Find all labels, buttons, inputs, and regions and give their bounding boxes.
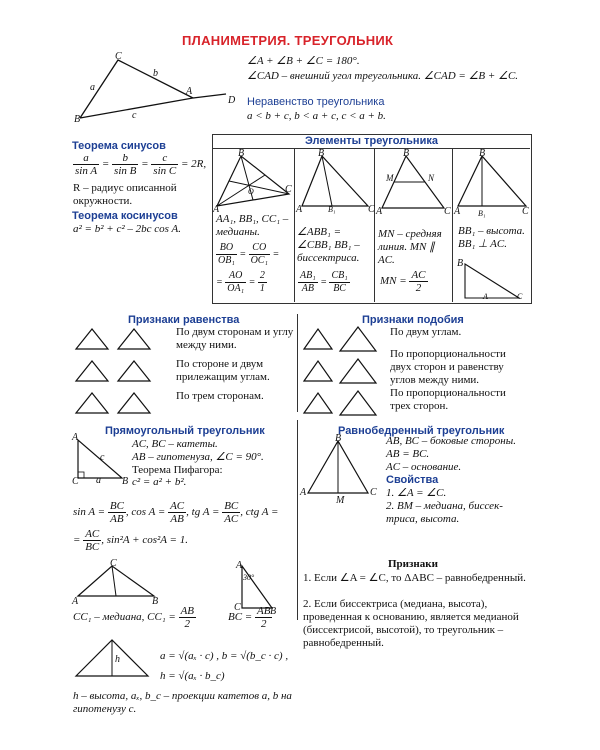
midline-formula: MN = $\frac{AC}{2}$ xyxy=(380,269,426,294)
svg-text:B: B xyxy=(318,148,325,159)
fig-label-B: B xyxy=(74,114,81,125)
inequality: a < b + c, b < a + c, c < a + b. xyxy=(247,110,386,122)
sines-heading: Теорема синусов xyxy=(72,140,166,152)
fig-label-b: b xyxy=(153,68,158,79)
fig-label-D: D xyxy=(228,95,236,106)
equality-crit2: По стороне и двум прилежащим углам. xyxy=(176,358,270,383)
bisector-text: ∠ABB₁ = ∠CBB₁ BB₁ – биссектриса. xyxy=(297,226,360,264)
svg-text:A: A xyxy=(454,206,461,217)
svg-text:M: M xyxy=(336,495,345,506)
svg-text:B: B xyxy=(403,148,410,159)
svg-text:O: O xyxy=(248,187,254,196)
svg-text:C: C xyxy=(370,487,377,498)
svg-text:A: A xyxy=(72,432,79,443)
isosceles-l1: AB, BC – боковые стороны. xyxy=(386,435,516,447)
svg-text:A: A xyxy=(300,487,307,498)
isosceles-figure xyxy=(300,435,380,507)
midline-text: MN – средняя линия. MN ∥ AC. xyxy=(378,228,442,266)
svg-text:A: A xyxy=(296,204,303,215)
equality-heading: Признаки равенства xyxy=(128,314,240,326)
fig-label-a: a xyxy=(90,82,95,93)
right-l1: AC, BC – катеты. xyxy=(132,438,218,450)
sines-note: R – радиус описанной окружности. xyxy=(73,182,177,207)
svg-text:B: B xyxy=(270,606,277,617)
svg-text:A: A xyxy=(72,596,79,607)
svg-text:A: A xyxy=(236,560,243,571)
cos-num: AC xyxy=(170,500,185,512)
page-title: ПЛАНИМЕТРИЯ. ТРЕУГОЛЬНИК xyxy=(182,33,394,48)
svg-text:B₁: B₁ xyxy=(478,209,486,218)
angle-sum: ∠A + ∠B + ∠C = 180°. xyxy=(247,55,360,67)
svg-text:C: C xyxy=(285,184,292,195)
isosceles-l2: AB = BC. xyxy=(386,448,430,460)
svg-text:C: C xyxy=(522,206,529,217)
isosceles-s2: 2. Если биссектриса (медиана, высота), проведенная к основанию, является медианой (биссектрисой, высотой), то треугольник – равнобедренный. xyxy=(303,598,519,649)
projection-figure xyxy=(72,636,152,684)
angle-30-label: 30° xyxy=(243,573,255,582)
height-text: BB₁ – высота. BB₁ ⊥ AC. xyxy=(458,225,525,250)
svg-text:C: C xyxy=(110,558,117,569)
svg-text:A: A xyxy=(376,206,383,217)
cosines-heading: Теорема косинусов xyxy=(72,210,178,222)
bisector-ratio: $\frac{\text{AB₁}}{AB}$ = $\frac{\text{CB₁}}{BC}$ xyxy=(300,270,348,294)
isosceles-p2: 2. BM – медиана, биссектриса, высота. xyxy=(386,500,503,525)
similarity-triangles xyxy=(300,325,386,415)
similarity-crit3: По пропорциональности трех сторон. xyxy=(390,387,506,412)
triangle-exterior-angle-figure xyxy=(68,50,243,125)
svg-text:C: C xyxy=(517,292,523,301)
svg-text:C: C xyxy=(234,602,241,613)
medians-text: AA₁, BB₁, CC₁ – медианы. xyxy=(216,213,289,238)
right-l3: Теорема Пифагора: xyxy=(132,464,223,476)
elements-heading: Элементы треугольника xyxy=(305,135,438,147)
svg-text:C: C xyxy=(368,204,375,215)
fig-label-A: A xyxy=(186,86,193,97)
isosceles-s1: 1. Если ∠A = ∠C, то ΔABC – равнобедренный. xyxy=(303,572,526,584)
equality-crit1: По двум сторонам и углу между ними. xyxy=(176,326,294,351)
fig-label-c: c xyxy=(132,110,137,121)
svg-text:B: B xyxy=(238,148,245,159)
svg-text:A: A xyxy=(213,204,220,215)
exterior-angle: ∠CAD – внешний угол треугольника. ∠CAD = ∠B + ∠C. xyxy=(247,70,519,82)
projection-note: h – высота, aₓ, b_c – проекции катетов a, b на гипотенузу c. xyxy=(73,690,292,715)
svg-text:C: C xyxy=(72,476,79,487)
isosceles-signs-heading: Признаки xyxy=(388,558,438,570)
svg-text:c: c xyxy=(100,452,105,463)
isosceles-p1: 1. ∠A = ∠C. xyxy=(386,487,447,499)
similarity-crit2: По пропорциональности двух сторон и равенству углов между ними. xyxy=(390,348,506,386)
equality-crit3: По трем сторонам. xyxy=(176,390,264,402)
svg-text:A: A xyxy=(483,292,488,301)
sines-formula: $\frac{a}{\text{sin A}}$ = $\frac{b}{\text{sin B}}$ = $\frac{c}{\text{sin C}}$ = 2R, xyxy=(75,152,207,177)
right-identity: = $\frac{AC}{BC}$ , sin²A + cos²A = 1. xyxy=(73,528,188,553)
svg-text:B: B xyxy=(335,433,342,444)
svg-text:N: N xyxy=(428,173,435,183)
right-median: CC₁ – медиана, CC₁ = $\frac{AB}{2}$ xyxy=(73,605,195,630)
projection-a: a = √(aₓ · c) , b = √(b_c · c) , xyxy=(160,650,289,662)
svg-text:B: B xyxy=(457,258,464,269)
projection-h: h = √(aₓ · b_c) xyxy=(160,670,225,682)
obtuse-height-figure xyxy=(455,256,525,302)
inequality-heading: Неравенство треугольника xyxy=(247,96,385,108)
medians-ratio-2: = $\frac{AO}{\text{OA₁}}$ = $\frac{2}{1}$ xyxy=(216,270,265,294)
right-l2: AB – гипотенуза, ∠C = 90°. xyxy=(132,451,264,463)
cosines-formula: a² = b² + c² – 2bc cos A. xyxy=(73,223,181,235)
svg-text:h: h xyxy=(115,654,120,665)
isosceles-props-heading: Свойства xyxy=(386,474,439,486)
bisector-figure xyxy=(296,148,375,215)
right-l4: c² = a² + b². xyxy=(132,476,187,488)
right-bc: BC = $\frac{AB}{2}$ xyxy=(228,605,271,630)
fig-label-C: C xyxy=(115,51,122,62)
midline-figure xyxy=(376,150,452,216)
similarity-heading: Признаки подобия xyxy=(362,314,464,326)
medians-ratio: $\frac{BO}{\text{OB₁}}$ = $\frac{CO}{\text{OC₁}}$ = xyxy=(218,242,280,266)
right-trig: sin A = $\frac{BC}{AB}$ , cos A = $\frac{AC}{AB}$ , tg A = $\frac{BC}{AC}$ , ctg A = xyxy=(73,500,279,525)
svg-text:B₁: B₁ xyxy=(328,205,336,214)
isosceles-l3: AC – основание. xyxy=(386,461,462,473)
right-heading: Прямоугольный треугольник xyxy=(105,425,265,437)
svg-text:B: B xyxy=(479,148,486,159)
svg-text:a: a xyxy=(96,475,101,486)
svg-text:C: C xyxy=(444,206,451,217)
svg-text:M: M xyxy=(386,173,394,183)
svg-text:B: B xyxy=(152,596,159,607)
isosceles-heading: Равнобедренный треугольник xyxy=(338,425,505,437)
similarity-crit1: По двум углам. xyxy=(390,326,462,338)
equality-triangles xyxy=(72,325,172,415)
medians-figure xyxy=(213,148,293,215)
height-figure xyxy=(454,150,530,218)
svg-text:B: B xyxy=(122,476,129,487)
right-triangle-figure xyxy=(72,432,130,487)
